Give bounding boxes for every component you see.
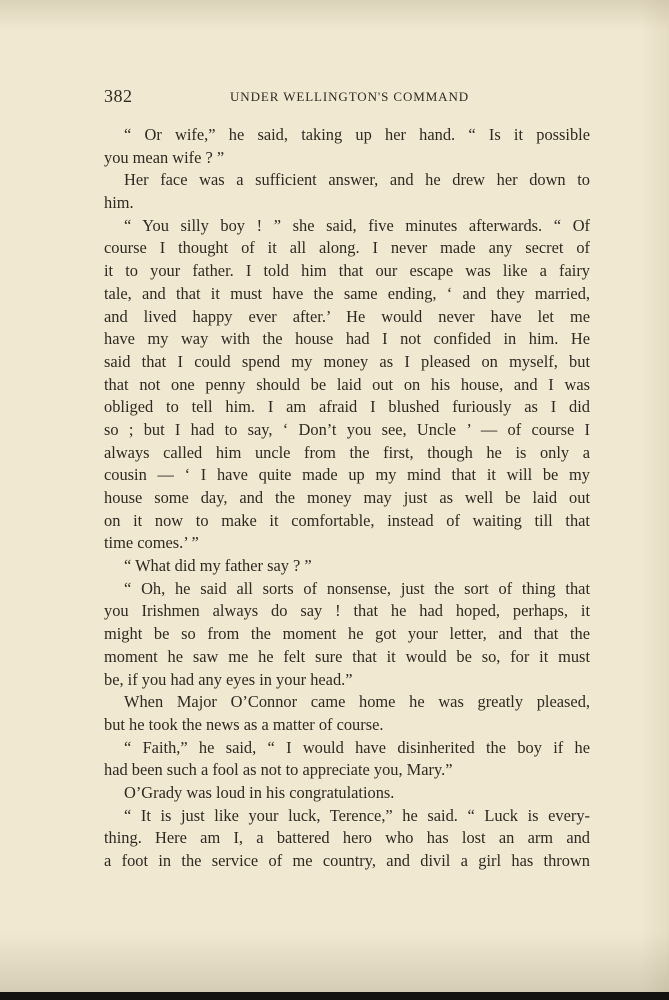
text-line: be, if you had any eyes in your head.” xyxy=(104,669,353,689)
text-line: said that I could spend my money as I pleased on myself, but xyxy=(104,351,590,371)
running-title: UNDER WELLINGTON'S COMMAND xyxy=(230,89,470,104)
text-line: you mean wife ? ” xyxy=(104,147,225,167)
text-line: thing. Here am I, a battered hero who has lost an arm and xyxy=(104,828,590,848)
text-line: and lived happy ever after.’ He would never have let me xyxy=(104,306,590,326)
text-line: “ What did my father say ? ” xyxy=(124,556,312,576)
text-line: O’Grady was loud in his congratulations. xyxy=(124,782,395,802)
text-line: “ You silly boy ! ” she said, five minutes afterwards. “ Of xyxy=(124,215,590,235)
text-line: a foot in the service of me country, and divil a girl has thrown xyxy=(104,851,590,870)
text-line: “ Faith,” he said, “ I would have disinherited the boy if he xyxy=(124,737,590,757)
text-line: but he took the news as a matter of course. xyxy=(104,714,384,734)
text-line: When Major O’Connor came home he was greatly pleased, xyxy=(124,692,590,712)
text-line: time comes.’ ” xyxy=(104,533,199,553)
text-line: moment he saw me he felt sure that it would be so, for it must xyxy=(104,646,590,666)
text-line: cousin — ‘ I have quite made up my mind that it will be my xyxy=(104,465,590,485)
text-line: “ Oh, he said all sorts of nonsense, just the sort of thing that xyxy=(124,578,590,598)
body-text xyxy=(104,124,590,873)
text-line: “ It is just like your luck, Terence,” he said. “ Luck is every- xyxy=(124,805,590,825)
text-line: always called him uncle from the first, though he is only a xyxy=(104,442,590,462)
text-line: house some day, and the money may just as well be laid out xyxy=(104,488,590,507)
text-line: Her face was a sufficient answer, and he drew her down to xyxy=(124,170,590,190)
text-line: obliged to tell him. I am afraid I blushed furiously as I did xyxy=(104,397,590,417)
text-line: tale, and that it must have the same ending, ‘ and they married, xyxy=(104,283,590,303)
text-line: on it now to make it comfortable, instead of waiting till that xyxy=(104,510,590,530)
text-line: had been such a fool as not to appreciate you, Mary.” xyxy=(104,760,453,780)
page-number: 382 xyxy=(104,86,133,106)
page-bottom-shadow xyxy=(0,932,669,992)
text-line: that not one penny should be laid out on his house, and I was xyxy=(104,374,590,394)
text-line: “ Or wife,” he said, taking up her hand. “ Is it possible xyxy=(124,125,590,144)
text-line: him. xyxy=(104,193,134,213)
text-line: might be so from the moment he got your letter, and that the xyxy=(104,624,590,644)
text-line: so ; but I had to say, ‘ Don’t you see, Uncle ’ — of course I xyxy=(104,419,590,439)
text-line: it to your father. I told him that our escape was like a fairy xyxy=(104,261,590,281)
scan-bottom-edge xyxy=(0,992,669,1000)
text-line: have my way with the house had I not confided in him. He xyxy=(104,329,590,349)
text-line: you Irishmen always do say ! that he had hoped, perhaps, it xyxy=(104,601,590,621)
page-header xyxy=(104,86,590,110)
text-line: course I thought of it all along. I never made any secret of xyxy=(104,238,590,258)
